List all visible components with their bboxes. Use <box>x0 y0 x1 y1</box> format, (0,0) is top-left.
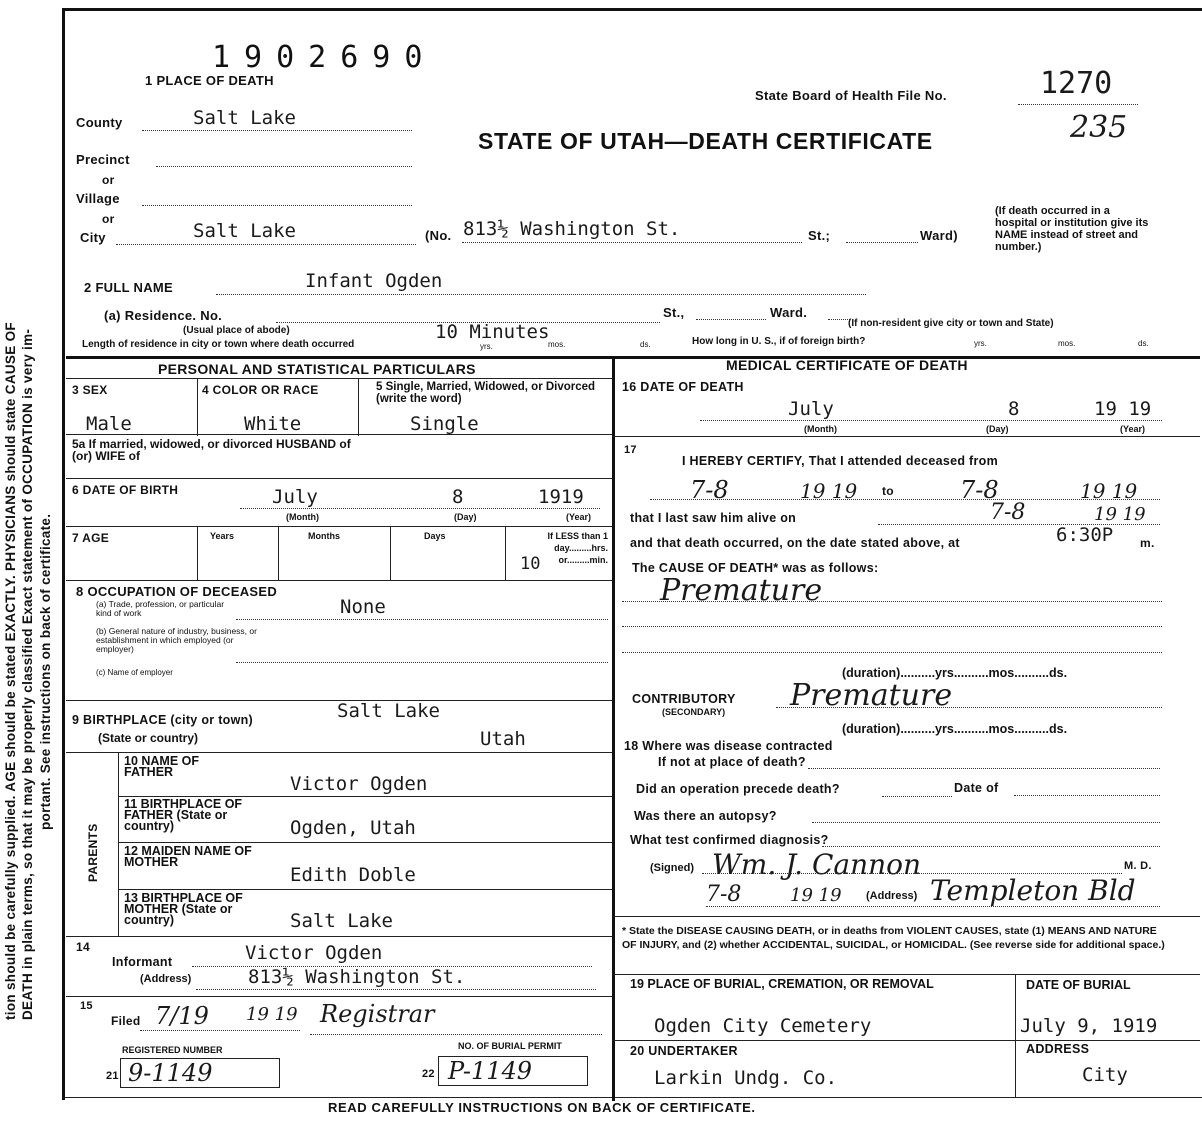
us-mos: mos. <box>1058 339 1076 348</box>
or-1: or <box>102 173 115 187</box>
row3-rule <box>66 434 612 435</box>
county-label: County <box>76 115 123 130</box>
reg-num-value: 9-1149 <box>128 1059 213 1087</box>
row17-rule <box>612 916 1200 917</box>
father-bp-value: Ogden, Utah <box>290 817 416 839</box>
left-border <box>62 10 65 1100</box>
occupation-c-lbl: (c) Name of employer <box>96 668 173 677</box>
filed-date: 7/19 <box>155 1002 209 1030</box>
filed-year: 19 19 <box>246 1004 298 1025</box>
village-label: Village <box>76 191 120 206</box>
autopsy-label: Was there an autopsy? <box>634 809 777 823</box>
st-label: St.; <box>808 228 831 243</box>
informant-address-label: (Address) <box>140 973 192 985</box>
file-no: 1270 <box>1040 66 1113 101</box>
from-year: 19 19 <box>800 479 858 503</box>
age-div-2 <box>278 526 279 580</box>
cause-label: The CAUSE OF DEATH* was as follows: <box>632 561 879 575</box>
length-ds: ds. <box>640 340 651 349</box>
disease-line <box>808 768 1160 769</box>
center-divider <box>612 356 615 1101</box>
personal-heading: PERSONAL AND STATISTICAL PARTICULARS <box>158 361 476 377</box>
registrar-signature: Registrar <box>320 1000 435 1028</box>
precinct-line <box>156 166 412 167</box>
dod-day: 8 <box>1008 398 1020 420</box>
burial-permit-value: P-1149 <box>448 1057 533 1085</box>
cause-line-1 <box>622 601 1162 602</box>
row7-rule <box>66 580 612 581</box>
signed-value: Wm. J. Cannon <box>712 848 922 881</box>
nonres-note: (If non-resident give city or town and State) <box>848 318 1054 329</box>
occupation-label: 8 OCCUPATION OF DECEASED <box>76 584 278 599</box>
to-date: 7-8 <box>960 476 999 504</box>
no-label: (No. <box>425 228 452 243</box>
spouse-label: 5a If married, widowed, or divorced HUSBAND of (or) WIFE of <box>72 437 351 463</box>
filed-label: Filed <box>111 1014 141 1028</box>
file-no-extra: 235 <box>1070 110 1128 145</box>
filed-num: 15 <box>80 1000 93 1012</box>
undertaker-label: 20 UNDERTAKER <box>630 1044 738 1058</box>
city-line <box>116 244 416 245</box>
burial-permit-label: NO. OF BURIAL PERMIT <box>458 1041 562 1051</box>
sex-value: Male <box>86 413 132 435</box>
operation-line <box>882 796 952 797</box>
dod-label: 16 DATE OF DEATH <box>622 380 744 394</box>
row11-rule <box>118 842 612 843</box>
n21: 21 <box>106 1070 119 1082</box>
occupation-a-lbl: (a) Trade, profession, or particular kind of work <box>96 599 225 618</box>
dod-line <box>700 420 1162 421</box>
autopsy-line <box>812 822 1160 823</box>
n17: 17 <box>624 444 637 456</box>
personal-heading-rule <box>66 378 612 379</box>
burial-date-label: DATE OF BURIAL <box>1026 978 1131 992</box>
length-label: Length of residence in city or town where death occurred <box>82 339 355 350</box>
mother-label: 12 MAIDEN NAME OF MOTHER <box>124 844 252 869</box>
street-value: 813½ Washington St. <box>463 218 681 240</box>
signed-address: Templeton Bld <box>930 874 1136 907</box>
row9-rule <box>66 752 612 753</box>
parents-label: PARENTS <box>86 823 100 882</box>
informant-value: Victor Ogden <box>245 942 383 964</box>
length-value: 10 Minutes <box>435 321 550 343</box>
file-no-line <box>1018 104 1138 105</box>
ward-line <box>846 242 918 243</box>
age-div-4 <box>505 526 506 580</box>
race-divider <box>358 378 359 436</box>
row-note-rule <box>612 974 1200 975</box>
signed-date: 7-8 <box>706 882 742 907</box>
us-ds: ds. <box>1138 339 1149 348</box>
undertaker-address: City <box>1082 1064 1128 1086</box>
contributory-label: CONTRIBUTORY <box>632 692 736 706</box>
disease-note: * State the DISEASE CAUSING DEATH, or in deaths from VIOLENT CAUSES, state (1) MEANS AND NATURE OF INJURY, and (2) whether ACCIDENTAL, SUICIDAL, or HOMICIDAL. (See reverse side for additional space.) <box>622 925 1165 951</box>
dod-year: 19 19 <box>1094 398 1152 420</box>
dod-month-lbl: (Month) <box>804 424 837 434</box>
to-year: 19 19 <box>1080 479 1138 503</box>
medical-heading: MEDICAL CERTIFICATE OF DEATH <box>726 357 968 373</box>
date-of-label: Date of <box>954 781 999 795</box>
file-no-label: State Board of Health File No. <box>755 88 947 103</box>
residence-ward-tail <box>828 319 850 320</box>
last-saw-line <box>878 524 1160 525</box>
parents-divider <box>118 752 119 936</box>
death-occurred-label: and that death occurred, on the date stated above, at <box>630 536 960 550</box>
last-saw-label: that I last saw him alive on <box>630 511 797 525</box>
dod-month: July <box>788 398 834 420</box>
m-label: m. <box>1140 536 1155 550</box>
race-value: White <box>244 413 302 435</box>
dob-day: 8 <box>452 486 464 508</box>
usual-place: (Usual place of abode) <box>183 325 290 336</box>
sex-label: 3 SEX <box>72 383 108 397</box>
occupation-value: None <box>340 596 386 618</box>
duration-1: (duration)..........yrs..........mos..........ds. <box>842 666 1068 680</box>
n22: 22 <box>422 1068 435 1080</box>
age-div-1 <box>197 526 198 580</box>
serial-number: 1902690 <box>212 40 437 75</box>
undertaker-value: Larkin Undg. Co. <box>654 1067 838 1089</box>
father-label: 10 NAME OF FATHER <box>124 754 200 779</box>
county-line <box>142 130 412 131</box>
birthplace-label: 9 BIRTHPLACE (city or town) <box>72 713 254 727</box>
bottom-border <box>62 1097 1202 1098</box>
row6-rule <box>66 526 612 527</box>
burial-date-value: July 9, 1919 <box>1020 1015 1158 1037</box>
burial-divider <box>1015 974 1016 1097</box>
md-label: M. D. <box>1124 860 1152 872</box>
place-of-death-label: 1 PLACE OF DEATH <box>145 73 274 88</box>
cause-value: Premature <box>660 573 823 608</box>
section-top-rule <box>66 356 1200 359</box>
reg-num-label: REGISTERED NUMBER <box>122 1045 223 1055</box>
time-value: 6:30P <box>1056 524 1114 546</box>
age-days-lbl: Days <box>424 531 446 541</box>
secondary-label: (SECONDARY) <box>662 707 726 717</box>
cause-line-3 <box>622 652 1162 653</box>
dod-year-lbl: (Year) <box>1120 424 1146 434</box>
disease-sub: If not at place of death? <box>658 755 806 769</box>
informant-address: 813½ Washington St. <box>248 966 466 988</box>
full-name-value: Infant Ogden <box>305 270 443 292</box>
ward-label: Ward) <box>920 228 958 243</box>
signed-year: 19 19 <box>790 885 842 906</box>
residence-ward-line <box>696 319 766 320</box>
filed-line <box>140 1030 300 1031</box>
row5a-rule <box>66 478 612 479</box>
occ-b-line <box>236 662 608 663</box>
length-mos: mos. <box>548 340 566 349</box>
row13-rule <box>66 936 612 937</box>
dob-line <box>240 508 600 509</box>
last-year: 19 19 <box>1094 504 1146 525</box>
full-name-line <box>216 294 866 295</box>
age-less-lbl: If LESS than 1 day.........hrs. or.........min. <box>547 531 608 565</box>
top-border <box>62 8 1202 11</box>
birthplace-city: Salt Lake <box>337 700 440 722</box>
registrar-line <box>310 1034 602 1035</box>
test-line <box>822 846 1160 847</box>
birthplace-state: Utah <box>480 728 526 750</box>
from-date: 7-8 <box>690 476 729 504</box>
city-value: Salt Lake <box>193 220 296 242</box>
residence-label: (a) Residence. No. <box>104 308 223 323</box>
duration-2: (duration)..........yrs..........mos..........ds. <box>842 722 1068 736</box>
certificate-title: STATE OF UTAH—DEATH CERTIFICATE <box>478 128 933 154</box>
burial-label: 19 PLACE OF BURIAL, CREMATION, OR REMOVAL <box>630 977 934 991</box>
contributory-line <box>776 707 1162 708</box>
test-label: What test confirmed diagnosis? <box>630 833 829 847</box>
side-instructions-1: tion should be carefully supplied. AGE should be stated EXACTLY. PHYSICIANS should state CAUSE OF <box>3 322 18 1020</box>
occupation-b-lbl: (b) General nature of industry, business, or establishment in which employed (or employer) <box>96 626 257 654</box>
signed-date-line <box>706 906 1160 907</box>
burial-place-value: Ogden City Cemetery <box>654 1015 872 1037</box>
mother-bp-value: Salt Lake <box>290 910 393 932</box>
cause-line-2 <box>622 626 1162 627</box>
side-instructions-2: DEATH in plain terms, so that it may be properly classified Exact statement of OCCUPATION is very im- <box>20 328 35 1020</box>
footer-instructions: READ CAREFULLY INSTRUCTIONS ON BACK OF CERTIFICATE. <box>328 1100 756 1115</box>
father-bp-label: 11 BIRTHPLACE OF FATHER (State or country) <box>124 797 243 833</box>
row14-rule <box>66 996 612 997</box>
informant-label: Informant <box>112 955 173 969</box>
address-hdr: ADDRESS <box>1026 1042 1090 1056</box>
or-2: or <box>102 212 115 226</box>
us-yrs: yrs. <box>974 339 987 348</box>
row12-rule <box>118 889 612 890</box>
county-value: Salt Lake <box>193 107 296 129</box>
dob-month-lbl: (Month) <box>286 512 319 522</box>
city-label: City <box>80 230 106 245</box>
residence-st: St., <box>663 305 685 320</box>
father-value: Victor Ogden <box>290 773 428 795</box>
hospital-note: (If death occurred in a hospital or institution give its NAME instead of street and number.) <box>995 205 1149 253</box>
signed-label: (Signed) <box>650 862 694 874</box>
signed-address-label: (Address) <box>866 890 918 902</box>
full-name-label: 2 FULL NAME <box>84 280 174 295</box>
birthplace-sub: (State or country) <box>98 731 199 745</box>
informant-address-line <box>196 989 596 990</box>
dob-year-lbl: (Year) <box>566 512 592 522</box>
marital-value: Single <box>410 413 479 435</box>
us-label: How long in U. S., if of foreign birth? <box>692 336 866 347</box>
age-div-3 <box>390 526 391 580</box>
certify-line <box>650 499 1160 500</box>
age-minutes: 10 <box>520 554 541 574</box>
row19-rule <box>612 1040 1200 1041</box>
occ-a-line <box>236 619 608 620</box>
dob-year: 1919 <box>538 486 584 508</box>
dod-day-lbl: (Day) <box>986 424 1009 434</box>
sex-divider <box>197 378 198 436</box>
dob-day-lbl: (Day) <box>454 512 477 522</box>
residence-ward: Ward. <box>770 305 808 320</box>
precinct-label: Precinct <box>76 152 130 167</box>
disease-label: 18 Where was disease contracted <box>624 739 833 753</box>
marital-label: 5 Single, Married, Widowed, or Divorced (write the word) <box>376 381 596 405</box>
to-label: to <box>882 484 894 498</box>
length-yrs: yrs. <box>480 342 493 351</box>
last-date: 7-8 <box>990 500 1026 525</box>
row16-rule <box>612 436 1200 437</box>
mother-value: Edith Doble <box>290 864 416 886</box>
race-label: 4 COLOR OR RACE <box>202 383 319 397</box>
informant-num: 14 <box>76 940 90 954</box>
street-line <box>462 242 802 243</box>
age-months-lbl: Months <box>308 531 340 541</box>
contributory-value: Premature <box>790 678 953 713</box>
certify-text: I HEREBY CERTIFY, That I attended deceased from <box>682 454 999 468</box>
mother-bp-label: 13 BIRTHPLACE OF MOTHER (State or country) <box>124 891 243 927</box>
date-of-line <box>1014 795 1160 796</box>
operation-label: Did an operation precede death? <box>636 782 840 796</box>
village-line <box>142 205 412 206</box>
age-years-lbl: Years <box>210 531 235 541</box>
dob-label: 6 DATE OF BIRTH <box>72 483 179 497</box>
dob-month: July <box>272 486 318 508</box>
age-label: 7 AGE <box>72 531 110 545</box>
side-instructions-3: portant. See instructions on back of certificate. <box>38 513 53 830</box>
